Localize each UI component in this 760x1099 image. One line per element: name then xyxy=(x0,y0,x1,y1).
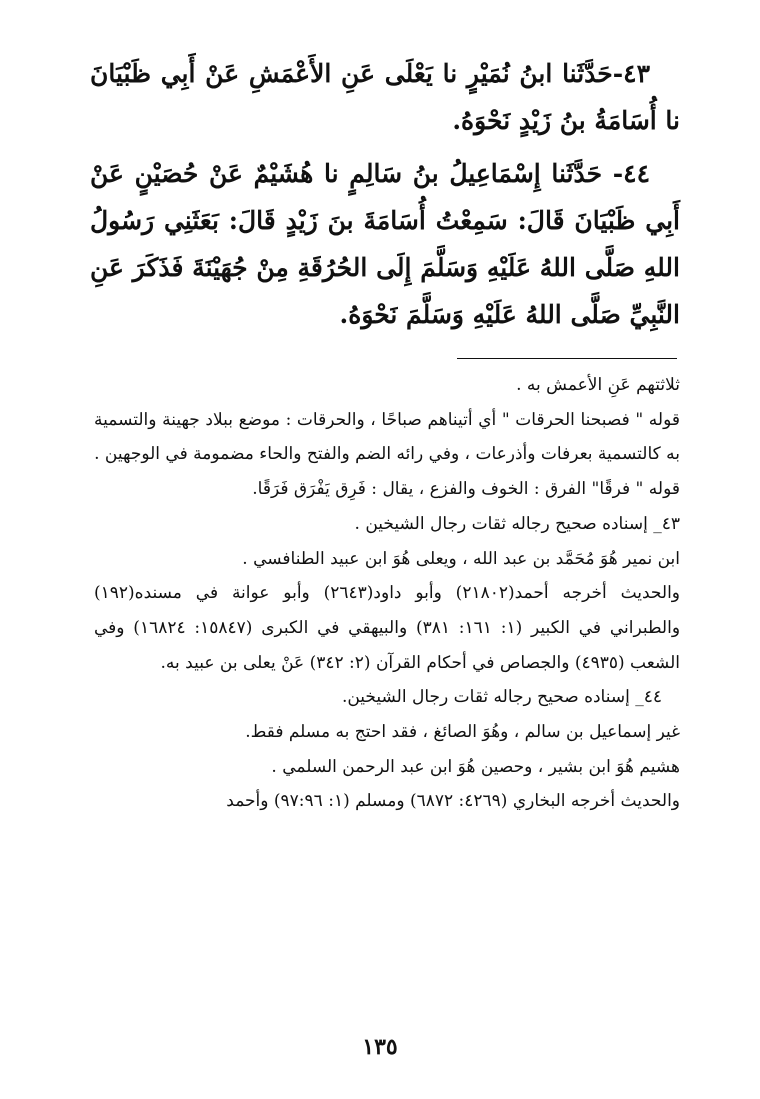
footnote-line: والحديث أخرجه البخاري (٤٢٦٩: ٦٨٧٢) ومسلم (١: ٩٧:٩٦) وأحمد xyxy=(226,791,680,812)
footnote-line: ثلاثتهم عَنِ الأعمش به . xyxy=(516,375,680,395)
page-number: ١٣٥ xyxy=(362,1034,398,1060)
footnote-line: قوله " فصبحنا الحرقات " أي أتيناهم صباحًا ، والحرقات : موضع ببلاد جهينة والتسمية به كالتسمية بعرفات وأذرعات ، وفي رائه الضم والفتح والحاء مضمومة في الوجهين . xyxy=(94,409,680,465)
footnote-line: والحديث أخرجه أحمد(٢١٨٠٢) وأبو داود(٢٦٤٣) وأبو عوانة في مسنده(١٩٢) والطبراني في الكبير (١: ١٦١: ٣٨١) والبيهقي في الكبرى (١٥٨٤٧: ١٦٨٢٤) وفي الشعب (٤٩٣٥) والجصاص في أحكام القرآن (٢: ٣٤٢) عَنْ يعلى بن عبيد به. xyxy=(94,583,681,673)
footnotes-block xyxy=(94,368,680,819)
hadith-text-block xyxy=(90,50,680,344)
footnote-line: غير إسماعيل بن سالم ، وهُوَ الصائغ ، فقد احتج به مسلم فقط. xyxy=(245,722,680,743)
footnote-line: ٤٣_ إسناده صحيح رجاله ثقات رجال الشيخين . xyxy=(354,513,680,534)
hadith-44: ٤٤- حَدَّثَنا إِسْمَاعِيلُ بنُ سَالِمٍ نا هُشَيْمٌ عَنْ حُصَيْنٍ عَنْ أَبِي ظَبْيَانَ قَالَ: سَمِعْتُ أُسَامَةَ بنَ زَيْدٍ قَالَ: بَعَثَنِي رَسُولُ اللهِ صَلَّى اللهُ عَلَيْهِ وَسَلَّمَ إِلَى الحُرُقَةِ مِنْ جُهَيْنَةَ فَذَكَرَ عَنِ النَّبِيِّ صَلَّى اللهُ عَلَيْهِ وَسَلَّمَ نَحْوَهُ. xyxy=(90,159,680,329)
footnote-line: قوله " فرقًا" الفرق : الخوف والفزع ، يقال : فَرِق يَفْرَق فَرَقًا. xyxy=(252,479,680,500)
footnote-line: هشيم هُوَ ابن بشير ، وحصين هُوَ ابن عبد الرحمن السلمي . xyxy=(271,756,680,777)
footnote-line: ابن نمير هُوَ مُحَمَّد بن عبد الله ، ويعلى هُوَ ابن عبيد الطنافسي . xyxy=(242,548,680,569)
footnote-line: ٤٤_ إسناده صحيح رجاله ثقات رجال الشيخين. xyxy=(341,687,662,708)
hadith-43: ٤٣-حَدَّثَنا ابنُ نُمَيْرٍ نا يَعْلَى عَنِ الأَعْمَشِ عَنْ أَبِي ظَبْيَانَ نا أُسَامَةُ بنُ زَيْدٍ نَحْوَهُ. xyxy=(90,59,680,135)
footnote-separator xyxy=(457,358,677,359)
